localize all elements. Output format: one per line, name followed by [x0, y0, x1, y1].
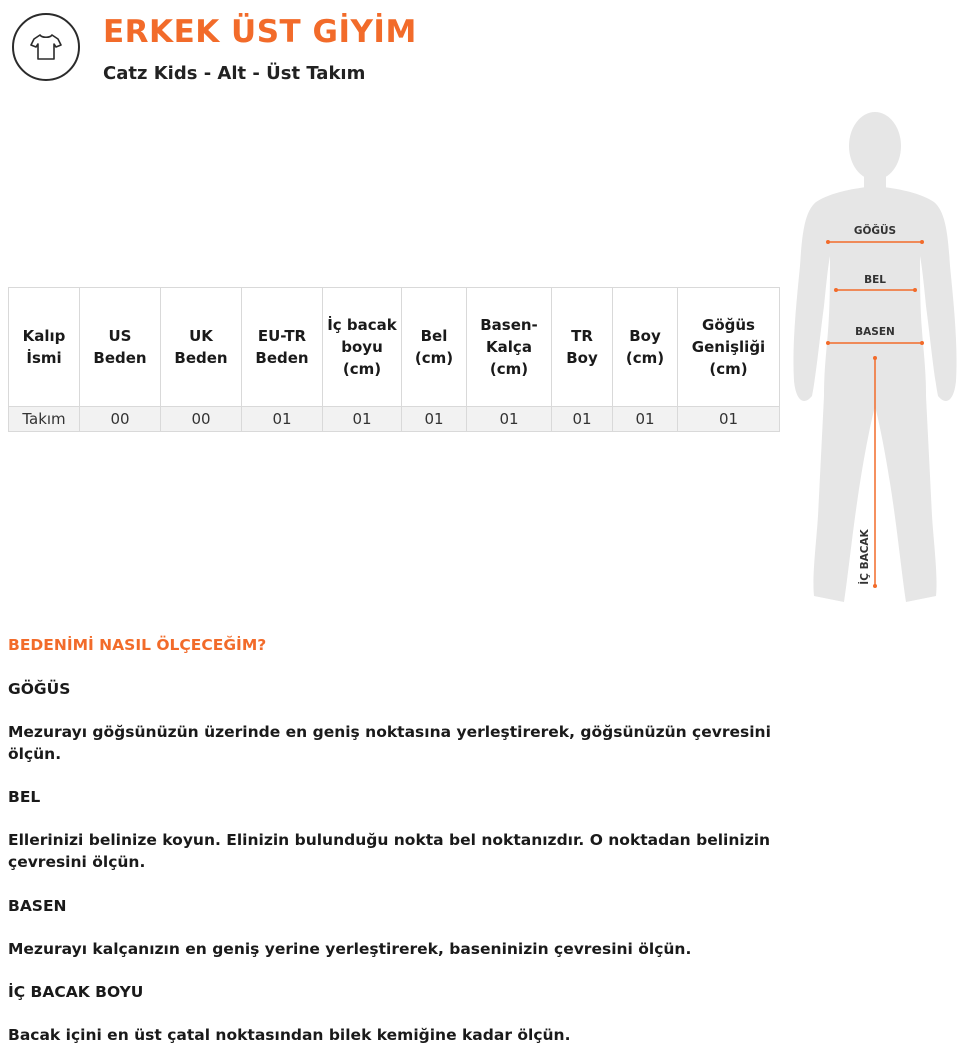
measurement-guide: [8, 634, 798, 1046]
table-cell: 01: [242, 407, 323, 432]
chest-instruction: Mezurayı göğsünüzün üzerinde en geniş noktasına yerleştirerek, göğsünüzün çevresini ölçün.: [8, 723, 771, 763]
table-cell: 01: [323, 407, 402, 432]
guide-title: BEDENİMİ NASIL ÖLÇECEĞİM?: [8, 636, 267, 654]
chest-label: GÖĞÜS: [853, 225, 897, 237]
hip-instruction: Mezurayı kalçanızın en geniş yerine yerleştirerek, baseninizin çevresini ölçün.: [8, 940, 692, 958]
table-header-row: [9, 288, 780, 407]
inseam-heading: İÇ BACAK BOYU: [8, 983, 144, 1001]
column-header: Boy (cm): [613, 288, 678, 407]
waist-heading: BEL: [8, 788, 41, 806]
column-header: EU-TR Beden: [242, 288, 323, 407]
table-row: [9, 407, 780, 432]
column-header: İç bacak boyu (cm): [323, 288, 402, 407]
hip-label: BASEN: [855, 326, 895, 338]
inseam-instruction: Bacak içini en üst çatal noktasından bilek kemiğine kadar ölçün.: [8, 1026, 571, 1044]
body-measurement-figure: [786, 106, 964, 610]
product-subtitle: Catz Kids - Alt - Üst Takım: [103, 63, 366, 84]
table-cell: 01: [402, 407, 467, 432]
waist-label: BEL: [864, 274, 886, 286]
table-cell: 00: [80, 407, 161, 432]
table-cell: Takım: [9, 407, 80, 432]
column-header: US Beden: [80, 288, 161, 407]
page-title: ERKEK ÜST GİYİM: [103, 14, 417, 50]
table-cell: 01: [467, 407, 552, 432]
table-cell: 01: [678, 407, 780, 432]
column-header: UK Beden: [161, 288, 242, 407]
tshirt-icon-badge: [12, 13, 80, 81]
chest-heading: GÖĞÜS: [8, 680, 71, 698]
table-cell: 01: [613, 407, 678, 432]
hip-heading: BASEN: [8, 897, 67, 915]
column-header: Basen-Kalça (cm): [467, 288, 552, 407]
column-header: Bel (cm): [402, 288, 467, 407]
table-cell: 00: [161, 407, 242, 432]
tshirt-icon: [30, 32, 62, 62]
waist-instruction: Ellerinizi belinize koyun. Elinizin bulunduğu nokta bel noktanızdır. O noktadan belinizin çevresini ölçün.: [8, 831, 771, 871]
size-table: [8, 287, 780, 432]
column-header: Kalıp İsmi: [9, 288, 80, 407]
table-cell: 01: [552, 407, 613, 432]
column-header: TR Boy: [552, 288, 613, 407]
column-header: Göğüs Genişliği (cm): [678, 288, 780, 407]
inseam-label: İÇ BACAK: [859, 529, 871, 585]
